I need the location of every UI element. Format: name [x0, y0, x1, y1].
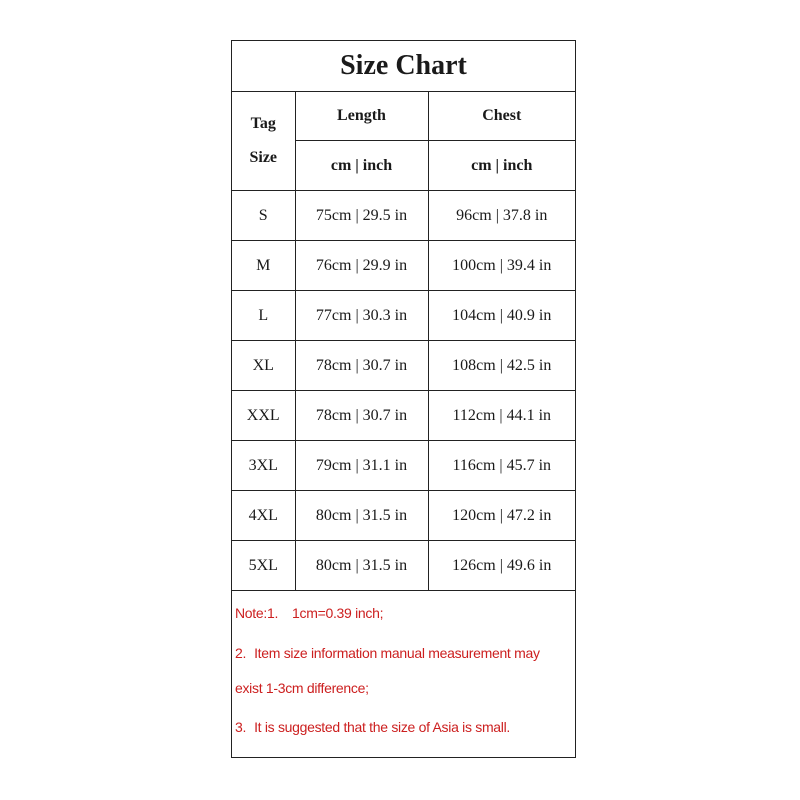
tag-size-header — [232, 91, 295, 191]
size-cell: 4XL — [232, 491, 295, 541]
table-row — [232, 291, 575, 341]
chest-cell: 108cm | 42.5 in — [428, 341, 575, 391]
length-cell: 79cm | 31.1 in — [295, 441, 428, 491]
length-cell: 75cm | 29.5 in — [295, 191, 428, 241]
size-cell: M — [232, 241, 295, 291]
size-cell: XXL — [232, 391, 295, 441]
chest-cell: 120cm | 47.2 in — [428, 491, 575, 541]
chest-header: Chest — [428, 91, 575, 141]
note-1 — [235, 605, 383, 621]
chest-cell: 126cm | 49.6 in — [428, 541, 575, 591]
chest-cell: 116cm | 45.7 in — [428, 441, 575, 491]
length-cell: 78cm | 30.7 in — [295, 391, 428, 441]
table-row — [232, 241, 575, 291]
table-row — [232, 191, 575, 241]
table-row — [232, 391, 575, 441]
chest-cell: 100cm | 39.4 in — [428, 241, 575, 291]
length-cell: 80cm | 31.5 in — [295, 541, 428, 591]
note-2-text: Item size information manual measurement may — [254, 645, 540, 661]
note-2-continued: exist 1-3cm difference; — [235, 680, 369, 696]
length-header: Length — [295, 91, 428, 141]
note-3-text: It is suggested that the size of Asia is small. — [254, 719, 510, 735]
length-cell: 76cm | 29.9 in — [295, 241, 428, 291]
table-row — [232, 491, 575, 541]
size-table — [232, 91, 575, 591]
size-cell: XL — [232, 341, 295, 391]
size-cell: L — [232, 291, 295, 341]
tag-header-line1: Tag — [250, 114, 276, 132]
notes-section — [232, 585, 575, 757]
tag-header-line2: Size — [249, 148, 278, 166]
table-row — [232, 541, 575, 591]
chest-cell: 112cm | 44.1 in — [428, 391, 575, 441]
size-chart — [231, 40, 576, 758]
table-row — [232, 341, 575, 391]
note-2 — [235, 645, 540, 661]
length-cell: 80cm | 31.5 in — [295, 491, 428, 541]
chest-unit-header: cm | inch — [428, 141, 575, 191]
note-2-label: 2. — [235, 645, 247, 661]
chart-title: Size Chart — [232, 41, 575, 92]
chest-cell: 96cm | 37.8 in — [428, 191, 575, 241]
length-unit-header: cm | inch — [295, 141, 428, 191]
size-cell: 3XL — [232, 441, 295, 491]
length-cell: 78cm | 30.7 in — [295, 341, 428, 391]
table-row — [232, 441, 575, 491]
note-3 — [235, 719, 510, 735]
note-1-text: 1cm=0.39 inch; — [292, 605, 384, 621]
note-1-label: Note:1. — [235, 605, 279, 621]
length-cell: 77cm | 30.3 in — [295, 291, 428, 341]
header-row-1 — [232, 91, 575, 141]
note-3-label: 3. — [235, 719, 247, 735]
size-cell: 5XL — [232, 541, 295, 591]
chest-cell: 104cm | 40.9 in — [428, 291, 575, 341]
size-cell: S — [232, 191, 295, 241]
